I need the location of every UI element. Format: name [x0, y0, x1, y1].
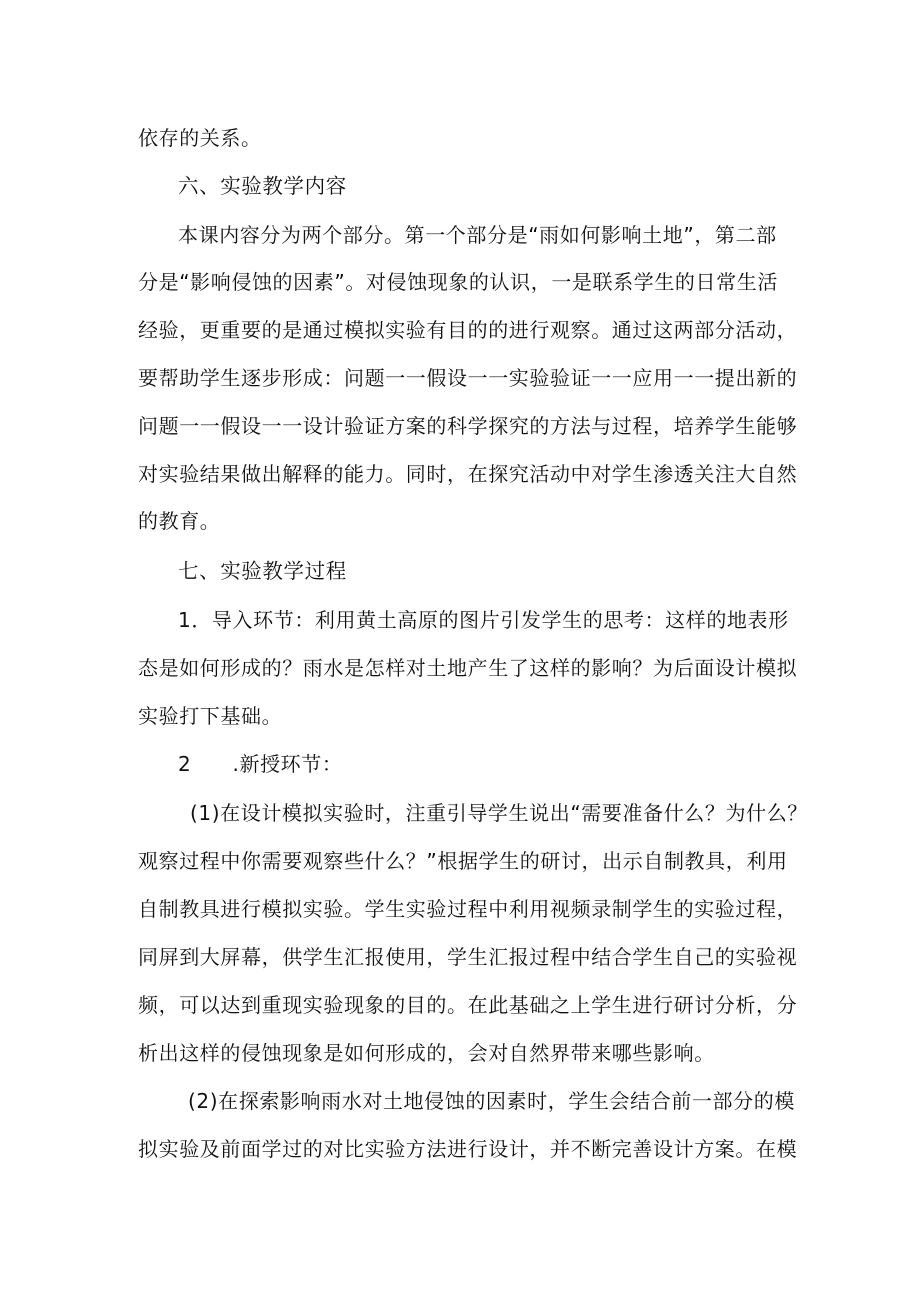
paragraph-line: 本课内容分为两个部分。第一个部分是“雨如何影响土地”，第二部 — [178, 223, 777, 247]
paragraph-line: 析出这样的侵蚀现象是如何形成的，会对自然界带来哪些影响。 — [138, 1041, 715, 1065]
paragraph-continuation: 依存的关系。 — [138, 126, 262, 150]
paragraph-line: 实验打下基础。 — [138, 704, 283, 728]
paragraph-line: 经验，更重要的是通过模拟实验有目的的进行观察。通过这两部分活动， — [138, 318, 798, 342]
section-heading-6: 六、实验教学内容 — [178, 174, 347, 198]
paragraph-line: 问题一一假设一一设计验证方案的科学探究的方法与过程，培养学生能够 — [138, 414, 798, 438]
paragraph-line: 分是“影响侵蚀的因素”。对侵蚀现象的认识，一是联系学生的日常生活 — [138, 270, 778, 294]
paragraph-line: (1)在设计模拟实验时，注重引导学生说出“需要准备什么？为什么？ — [190, 801, 808, 825]
paragraph-line: 的教育。 — [138, 509, 221, 533]
paragraph-line: 同屏到大屏幕，供学生汇报使用，学生汇报过程中结合学生自己的实验视 — [138, 945, 798, 969]
paragraph-line: 自制教具进行模拟实验。学生实验过程中利用视频录制学生的实验过程， — [138, 897, 798, 921]
paragraph-line: 态是如何形成的？雨水是怎样对土地产生了这样的影响？为后面设计模拟 — [138, 656, 798, 680]
paragraph-line: 观察过程中你需要观察些什么？”根据学生的研讨，出示自制教具，利用 — [138, 849, 788, 873]
paragraph-line: 2 .新授环节： — [178, 752, 343, 776]
section-heading-7: 七、实验教学过程 — [178, 559, 347, 583]
paragraph-line: 1．导入环节：利用黄土高原的图片引发学生的思考：这样的地表形 — [178, 608, 789, 632]
paragraph-line: (2)在探索影响雨水对土地侵蚀的因素时，学生会结合前一部分的模 — [188, 1089, 795, 1113]
paragraph-line: 拟实验及前面学过的对比实验方法进行设计，并不断完善设计方案。在模 — [138, 1137, 798, 1161]
paragraph-line: 频，可以达到重现实验现象的目的。在此基础之上学生进行研讨分析，分 — [138, 993, 798, 1017]
paragraph-line: 对实验结果做出解释的能力。同时，在探究活动中对学生渗透关注大自然 — [138, 462, 798, 486]
paragraph-line: 要帮助学生逐步形成：问题一一假设一一实验验证一一应用一一提出新的 — [138, 366, 798, 390]
